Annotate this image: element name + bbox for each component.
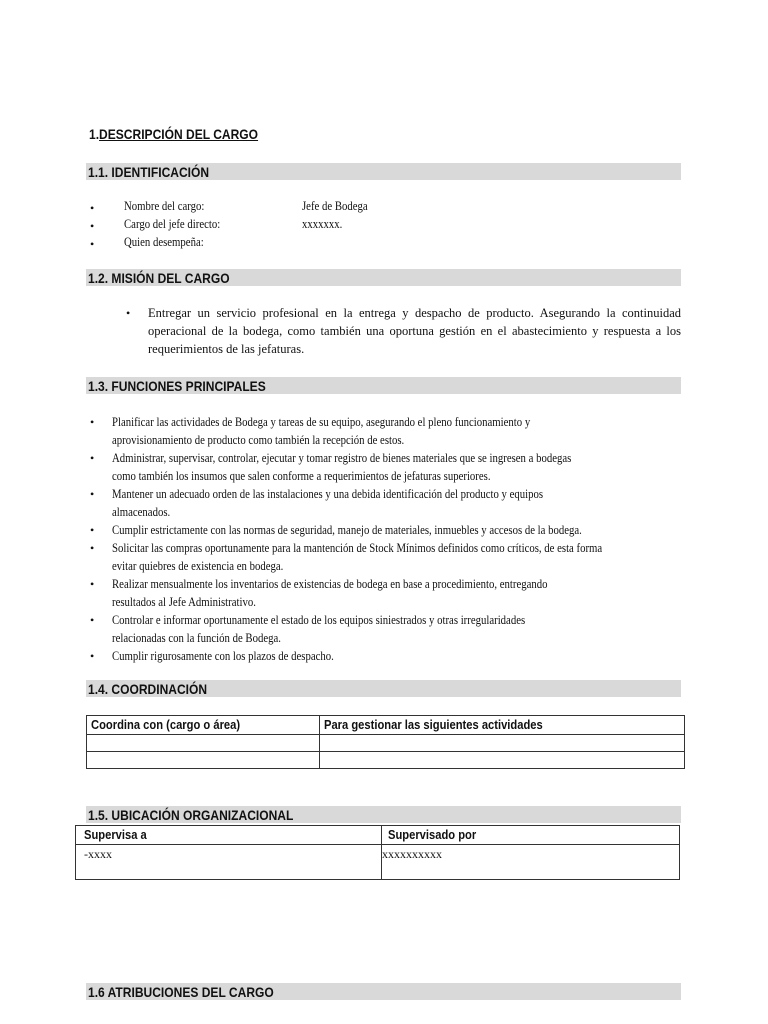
heading-funciones-label: 1.3. FUNCIONES PRINCIPALES (88, 378, 266, 394)
id-value-nombre: Jefe de Bodega (302, 199, 368, 213)
heading-identificacion-label: 1.1. IDENTIFICACIÓN (88, 164, 210, 180)
funcion-line: Administrar, supervisar, controlar, ejecutar y tomar registro de bienes materiales que se ingresen a bodegas (112, 451, 572, 465)
mision-text: Entregar un servicio profesional en la entrega y despacho de producto. Asegurando la continuidad operacional de la bodega, como también una oportuna gestión en el abastecimiento y respuesta a los requerimientos de las jefaturas. (148, 306, 681, 356)
table-header-cell: Supervisado por (382, 826, 680, 845)
table-cell (382, 845, 680, 880)
id-label-desempena: Quien desempeña: (124, 235, 204, 249)
funcion-line: resultados al Jefe Administrativo. (112, 595, 256, 609)
supervisado-value: xxxxxxxxxx (382, 847, 442, 861)
ubicacion-table (75, 825, 680, 880)
supervisa-value: -xxxx (84, 847, 112, 861)
bullet-icon: • (90, 219, 95, 233)
heading-coordinacion-label: 1.4. COORDINACIÓN (88, 681, 208, 697)
table-row (87, 735, 685, 752)
heading-mision-label: 1.2. MISIÓN DEL CARGO (88, 270, 230, 286)
heading-ubicacion (86, 806, 681, 823)
table-row (76, 845, 680, 880)
funcion-line: evitar quiebres de existencia en bodega. (112, 559, 284, 573)
bullet-icon: • (90, 613, 95, 627)
table-row (87, 752, 685, 769)
bullet-icon: • (90, 415, 95, 429)
table-header-row (87, 716, 685, 735)
heading-mision (86, 269, 681, 286)
table-header-cell: Para gestionar las siguientes actividades (320, 716, 685, 735)
id-label-jefe: Cargo del jefe directo: (124, 217, 221, 231)
bullet-icon: • (90, 487, 95, 501)
table-cell (320, 752, 685, 769)
funcion-line: Mantener un adecuado orden de las instalaciones y una debida identificación del producto y equipos (112, 487, 544, 501)
section-number: 1. (89, 126, 100, 142)
funcion-line: Realizar mensualmente los inventarios de existencias de bodega en base a procedimiento, entregando (112, 577, 548, 591)
funcion-line: Cumplir estrictamente con las normas de seguridad, manejo de materiales, inmuebles y accesos de la bodega. (112, 523, 582, 537)
bullet-icon: • (126, 306, 131, 320)
table-cell (87, 735, 320, 752)
funcion-line: relacionadas con la función de Bodega. (112, 631, 281, 645)
table-cell (87, 752, 320, 769)
bullet-icon: • (90, 649, 95, 663)
coordinacion-table (86, 715, 685, 769)
section-title (89, 126, 258, 142)
funcion-line: almacenados. (112, 505, 171, 519)
table-cell (76, 845, 382, 880)
heading-identificacion (86, 163, 681, 180)
section-title-text: DESCRIPCIÓN DEL CARGO (99, 126, 259, 142)
bullet-icon: • (90, 541, 95, 555)
funcion-line: Cumplir rigurosamente con los plazos de despacho. (112, 649, 334, 663)
heading-ubicacion-label: 1.5. UBICACIÓN ORGANIZACIONAL (88, 807, 294, 823)
funcion-line: aprovisionamiento de producto como también la recepción de estos. (112, 433, 405, 447)
heading-atribuciones-label: 1.6 ATRIBUCIONES DEL CARGO (88, 984, 274, 1000)
heading-coordinacion (86, 680, 681, 697)
table-header-cell: Supervisa a (76, 826, 382, 845)
heading-funciones (86, 377, 681, 394)
funcion-line: como también los insumos que salen conforme a requerimientos de jefaturas superiores. (112, 469, 491, 483)
id-value-jefe: xxxxxxx. (302, 217, 343, 231)
table-header-cell: Coordina con (cargo o área) (87, 716, 320, 735)
bullet-icon: • (90, 237, 95, 251)
table-cell (320, 735, 685, 752)
table-header-row (76, 826, 680, 845)
funcion-line: Controlar e informar oportunamente el estado de los equipos siniestrados y otras irregularidades (112, 613, 526, 627)
bullet-icon: • (90, 577, 95, 591)
bullet-icon: • (90, 523, 95, 537)
id-label-nombre: Nombre del cargo: (124, 199, 205, 213)
heading-atribuciones (86, 983, 681, 1000)
funcion-line: Solicitar las compras oportunamente para la mantención de Stock Mínimos definidos como críticos, de esta forma (112, 541, 603, 555)
bullet-icon: • (90, 201, 95, 215)
funcion-line: Planificar las actividades de Bodega y tareas de su equipo, asegurando el pleno funcionamiento y (112, 415, 531, 429)
bullet-icon: • (90, 451, 95, 465)
